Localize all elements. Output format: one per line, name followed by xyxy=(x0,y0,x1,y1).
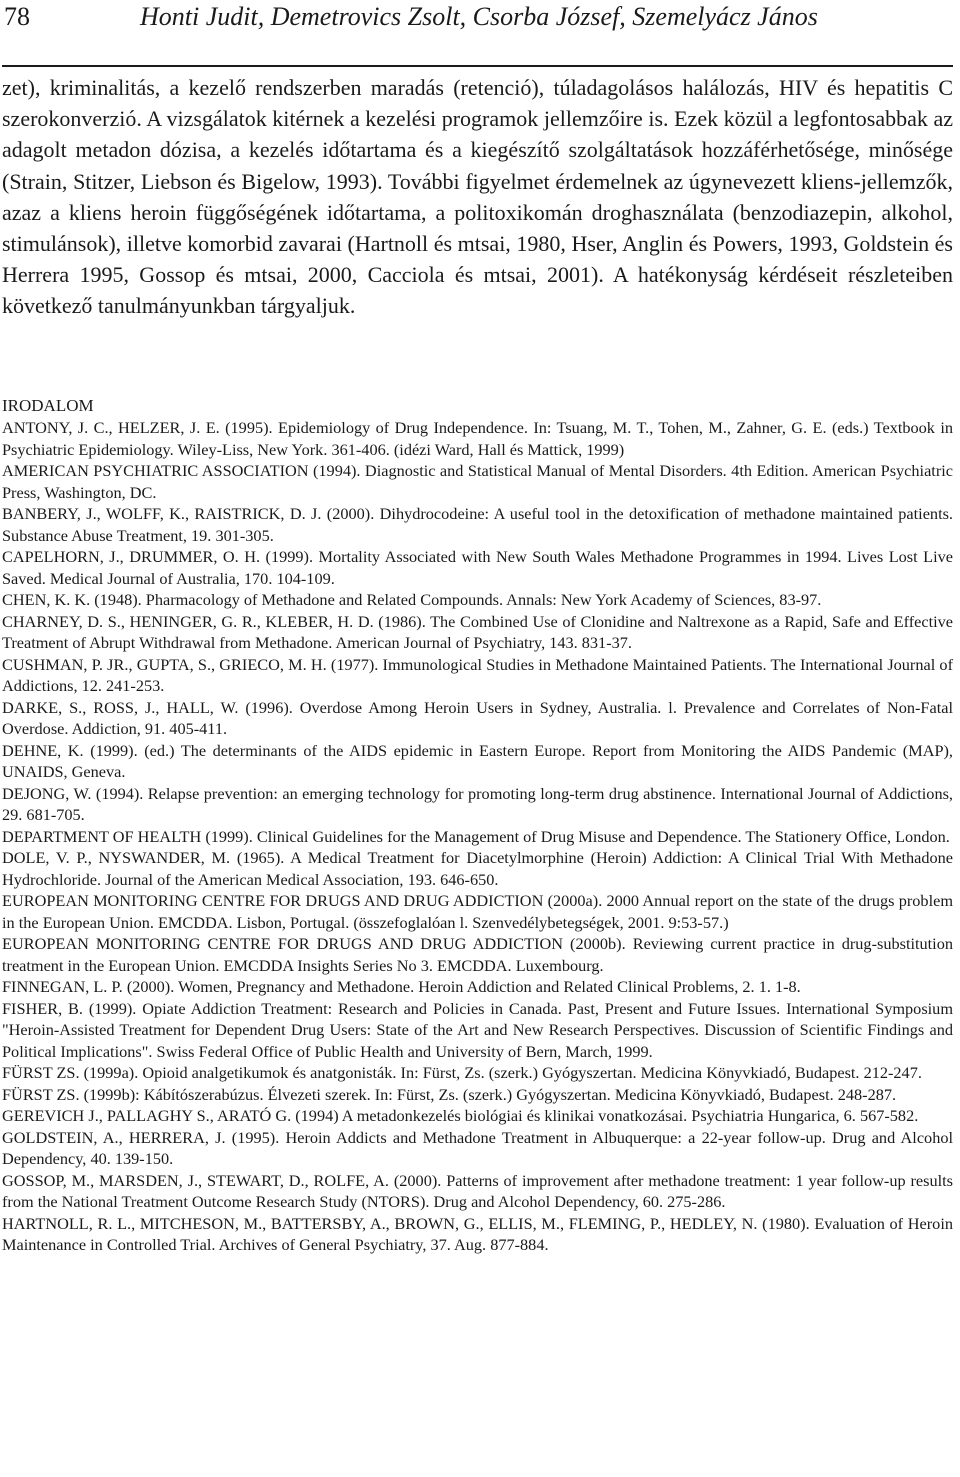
reference-item: FÜRST ZS. (1999b): Kábítószerabúzus. Élvezeti szerek. In: Fürst, Zs. (szerk.) Gyógyszertan. Medicina Könyvkiadó, Budapest. 248-287. xyxy=(2,1084,897,1104)
reference-item: FISHER, B. (1999). Opiate Addiction Treatment: Research and Policies in Canada. Past, Present and Future Issues. International Symposium "Heroin-Assisted Treatment for Dependent Drug Users: State of the Art and New Research Perspectives. Discussion of Scientific Findings and Political Implications". Swiss Federal Office of Public Health and University of Bern, March, 1999. xyxy=(2,998,953,1061)
reference-item: CHEN, K. K. (1948). Pharmacology of Methadone and Related Compounds. Annals: New York Academy of Sciences, 83-97. xyxy=(2,590,822,609)
reference-item: GOSSOP, M., MARSDEN, J., STEWART, D., ROLFE, A. (2000). Patterns of improvement after methadone treatment: 1 year follow-up results from the National Treatment Outcome Research Study (NTORS). Drug and Alcohol Dependency, 60. 275-286. xyxy=(2,1170,953,1211)
page-number: 78 xyxy=(4,2,30,31)
reference-item: CAPELHORN, J., DRUMMER, O. H. (1999). Mortality Associated with New South Wales Methadone Programmes in 1994. Lives Lost Live Saved. Medical Journal of Australia, 170. 104-109. xyxy=(2,547,953,588)
body-paragraph: zet), kriminalitás, a kezelő rendszerben maradás (retenció), túladagolásos halálozás, HIV és hepatitis C szerokonverzió. A vizsgálatok kitérnek a kezelési programok jellemzőire is. Ezek közül a legfontosabbak az adagolt metadon dózisa, a kezelés időtartama és a kiegészítő szolgáltatások hozzáférhetősége, minősége (Strain, Stitzer, Liebson és Bigelow, 1993). További figyelmet érdemelnek az úgynevezett kliens-jellemzők, azaz a kliens heroin függőségének időtartama, a politoxikomán droghasználata (benzodiazepin, alkohol, stimulánsok), illetve komorbid zavarai (Hartnoll és mtsai, 1980, Hser, Anglin és Powers, 1993, Goldstein és Herrera 1995, Gossop és mtsai, 2000, Cacciola és mtsai, 2001). A hatékonyság kérdéseit részleteiben következő tanulmányunkban tárgyaljuk. xyxy=(2,75,953,319)
reference-item: EUROPEAN MONITORING CENTRE FOR DRUGS AND DRUG ADDICTION (2000b). Reviewing current practice in drug-substitution treatment in the European Union. EMCDDA Insights Series No 3. EMCDDA. Luxembourg. xyxy=(2,934,953,975)
reference-item: EUROPEAN MONITORING CENTRE FOR DRUGS AND DRUG ADDICTION (2000a). 2000 Annual report on the state of the drugs problem in the European Union. EMCDDA. Lisbon, Portugal. (összefoglalóan l. Szenvedélybetegségek, 2001. 9:53-57.) xyxy=(2,891,953,932)
reference-item: ANTONY, J. C., HELZER, J. E. (1995). Epidemiology of Drug Independence. In: Tsuang, M. T., Tohen, M., Zahner, G. E. (eds.) Textbook in Psychiatric Epidemiology. Wiley-Liss, New York. 361-406. (idézi Ward, Hall és Mattick, 1999) xyxy=(2,418,953,459)
reference-item: DARKE, S., ROSS, J., HALL, W. (1996). Overdose Among Heroin Users in Sydney, Australia. l. Prevalence and Correlates of Non-Fatal Overdose. Addiction, 91. 405-411. xyxy=(2,697,953,738)
page-header xyxy=(2,0,952,40)
reference-item: DEHNE, K. (1999). (ed.) The determinants of the AIDS epidemic in Eastern Europe. Report from Monitoring the AIDS Pandemic (MAP), UNAIDS, Geneva. xyxy=(2,740,953,781)
references-heading: IRODALOM xyxy=(2,396,94,415)
reference-item: CUSHMAN, P. JR., GUPTA, S., GRIECO, M. H. (1977). Immunological Studies in Methadone Maintained Patients. The International Journal of Addictions, 12. 241-253. xyxy=(2,654,953,695)
reference-list xyxy=(2,417,953,1256)
reference-item: DOLE, V. P., NYSWANDER, M. (1965). A Medical Treatment for Diacetylmorphine (Heroin) Addiction: A Clinical Trial With Methadone Hydrochloride. Journal of the American Medical Association, 193. 646-650. xyxy=(2,848,953,889)
reference-item: GEREVICH J., PALLAGHY S., ARATÓ G. (1994) A metadonkezelés biológiai és klinikai vonatkozásai. Psychiatria Hungarica, 6. 567-582. xyxy=(2,1106,919,1125)
reference-item: DEPARTMENT OF HEALTH (1999). Clinical Guidelines for the Management of Drug Misuse and Dependence. The Stationery Office, London. xyxy=(2,826,950,846)
header-rule xyxy=(2,65,953,67)
reference-item: AMERICAN PSYCHIATRIC ASSOCIATION (1994). Diagnostic and Statistical Manual of Mental Disorders. 4th Edition. American Psychiatric Press, Washington, DC. xyxy=(2,461,953,502)
reference-item: DEJONG, W. (1994). Relapse prevention: an emerging technology for promoting long-term drug abstinence. International Journal of Addictions, 29. 681-705. xyxy=(2,783,953,824)
reference-item: BANBERY, J., WOLFF, K., RAISTRICK, D. J. (2000). Dihydrocodeine: A useful tool in the detoxification of methadone maintained patients. Substance Abuse Treatment, 19. 301-305. xyxy=(2,504,953,545)
reference-item: FÜRST ZS. (1999a). Opioid analgetikumok és anatgonisták. In: Fürst, Zs. (szerk.) Gyógyszertan. Medicina Könyvkiadó, Budapest. 212-247. xyxy=(2,1063,922,1082)
running-head: Honti Judit, Demetrovics Zsolt, Csorba József, Szemelyácz János xyxy=(140,2,818,31)
reference-item: CHARNEY, D. S., HENINGER, G. R., KLEBER, H. D. (1986). The Combined Use of Clonidine and Naltrexone as a Rapid, Safe and Effective Treatment of Abrupt Withdrawal from Methadone. American Journal of Psychiatry, 143. 831-37. xyxy=(2,611,953,652)
reference-item: HARTNOLL, R. L., MITCHESON, M., BATTERSBY, A., BROWN, G., ELLIS, M., FLEMING, P., HEDLEY, N. (1980). Evaluation of Heroin Maintenance in Controlled Trial. Archives of General Psychiatry, 37. Aug. 877-884. xyxy=(2,1213,953,1254)
reference-item: GOLDSTEIN, A., HERRERA, J. (1995). Heroin Addicts and Methadone Treatment in Albuquerque: a 22-year follow-up. Drug and Alcohol Dependency, 40. 139-150. xyxy=(2,1127,953,1168)
reference-item: FINNEGAN, L. P. (2000). Women, Pregnancy and Methadone. Heroin Addiction and Related Clinical Problems, 2. 1. 1-8. xyxy=(2,977,801,996)
